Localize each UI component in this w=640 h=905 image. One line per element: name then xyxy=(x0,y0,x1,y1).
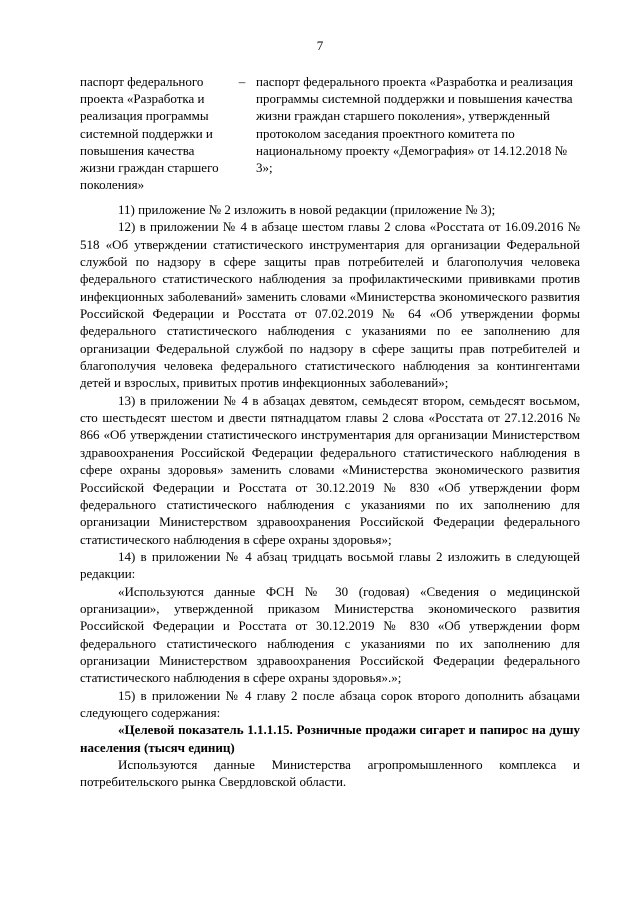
table-dash: – xyxy=(238,74,246,89)
paragraph-quote: «Используются данные ФСН № 30 (годовая) «Сведения о медицинской организации», утвержденной приказом Министерства экономического развития Российской Федерации и Росстата от 30.12.2019 № 830 «Об утверждении форм федерального статистического наблюдения с указаниями по их заполнению для организации Министерством здравоохранения Российской Федерации федерального статистического наблюдения в сфере охраны здоровья».»; xyxy=(80,583,580,686)
paragraph-13: 13) в приложении № 4 в абзацах девятом, семьдесят втором, семьдесят восьмом, сто шестьдесят шестом и двести пятнадцатом главы 2 слова «Росстата от 27.12.2016 № 866 «Об утверждении статистического инструментария для организации Министерством здравоохранения Российской Федерации федерального статистического наблюдения в сфере охраны здоровья» заменить словами «Министерства экономического развития Российской Федерации и Росстата от 30.12.2019 № 830 «Об утверждении форм федерального статистического наблюдения с указаниями по их заполнению для организации Министерством здравоохранения Российской Федерации федерального статистического наблюдения в сфере охраны здоровья»; xyxy=(80,392,580,547)
table-old-text: паспорт федерального проекта «Разработка и реализация программы системной поддержки и повышения качества жизни граждан старшего поколения» xyxy=(80,74,219,193)
document-body xyxy=(80,201,580,791)
paragraph-12: 12) в приложении № 4 в абзаце шестом главы 2 слова «Росстата от 16.09.2016 № 518 «Об утверждении статистического инструментария для организации Федеральной службой по надзору в сфере защиты прав потребителей и благополучия человека федерального статистического наблюдения за профилактическими прививками против инфекционных заболеваний» заменить словами «Министерства экономического развития Российской Федерации и Росстата от 07.02.2019 № 64 «Об утверждении формы федерального статистического наблюдения с указаниями по ее заполнению для организации Федеральной службой по надзору в сфере защиты прав потребителей и благополучия человека федерального статистического наблюдения за контингентами детей и взрослых, привитых против инфекционных заболеваний»; xyxy=(80,219,580,391)
paragraph-14: 14) в приложении № 4 абзац тридцать восьмой главы 2 изложить в следующей редакции: xyxy=(80,548,580,582)
replacement-table xyxy=(80,73,580,193)
bold-heading: «Целевой показатель 1.1.1.15. Розничные продажи сигарет и папирос на душу населения (тысяч единиц) xyxy=(80,722,580,755)
table-new-text: паспорт федерального проекта «Разработка и реализация программы системной поддержки и повышения качества жизни граждан старшего поколения», утвержденный протоколом заседания проектного комитета по национальному проекту «Демография» от 14.12.2018 № 3»; xyxy=(256,74,573,176)
page-number: 7 xyxy=(316,38,324,53)
last-paragraph: Используются данные Министерства агропромышленного комплекса и потребительского рынка Свердловской области. xyxy=(80,757,580,790)
paragraph-15: 15) в приложении № 4 главу 2 после абзаца сорок второго дополнить абзацами следующего содержания: xyxy=(80,687,580,720)
paragraph-11: 11) приложение № 2 изложить в новой редакции (приложение № 3); xyxy=(118,202,496,217)
